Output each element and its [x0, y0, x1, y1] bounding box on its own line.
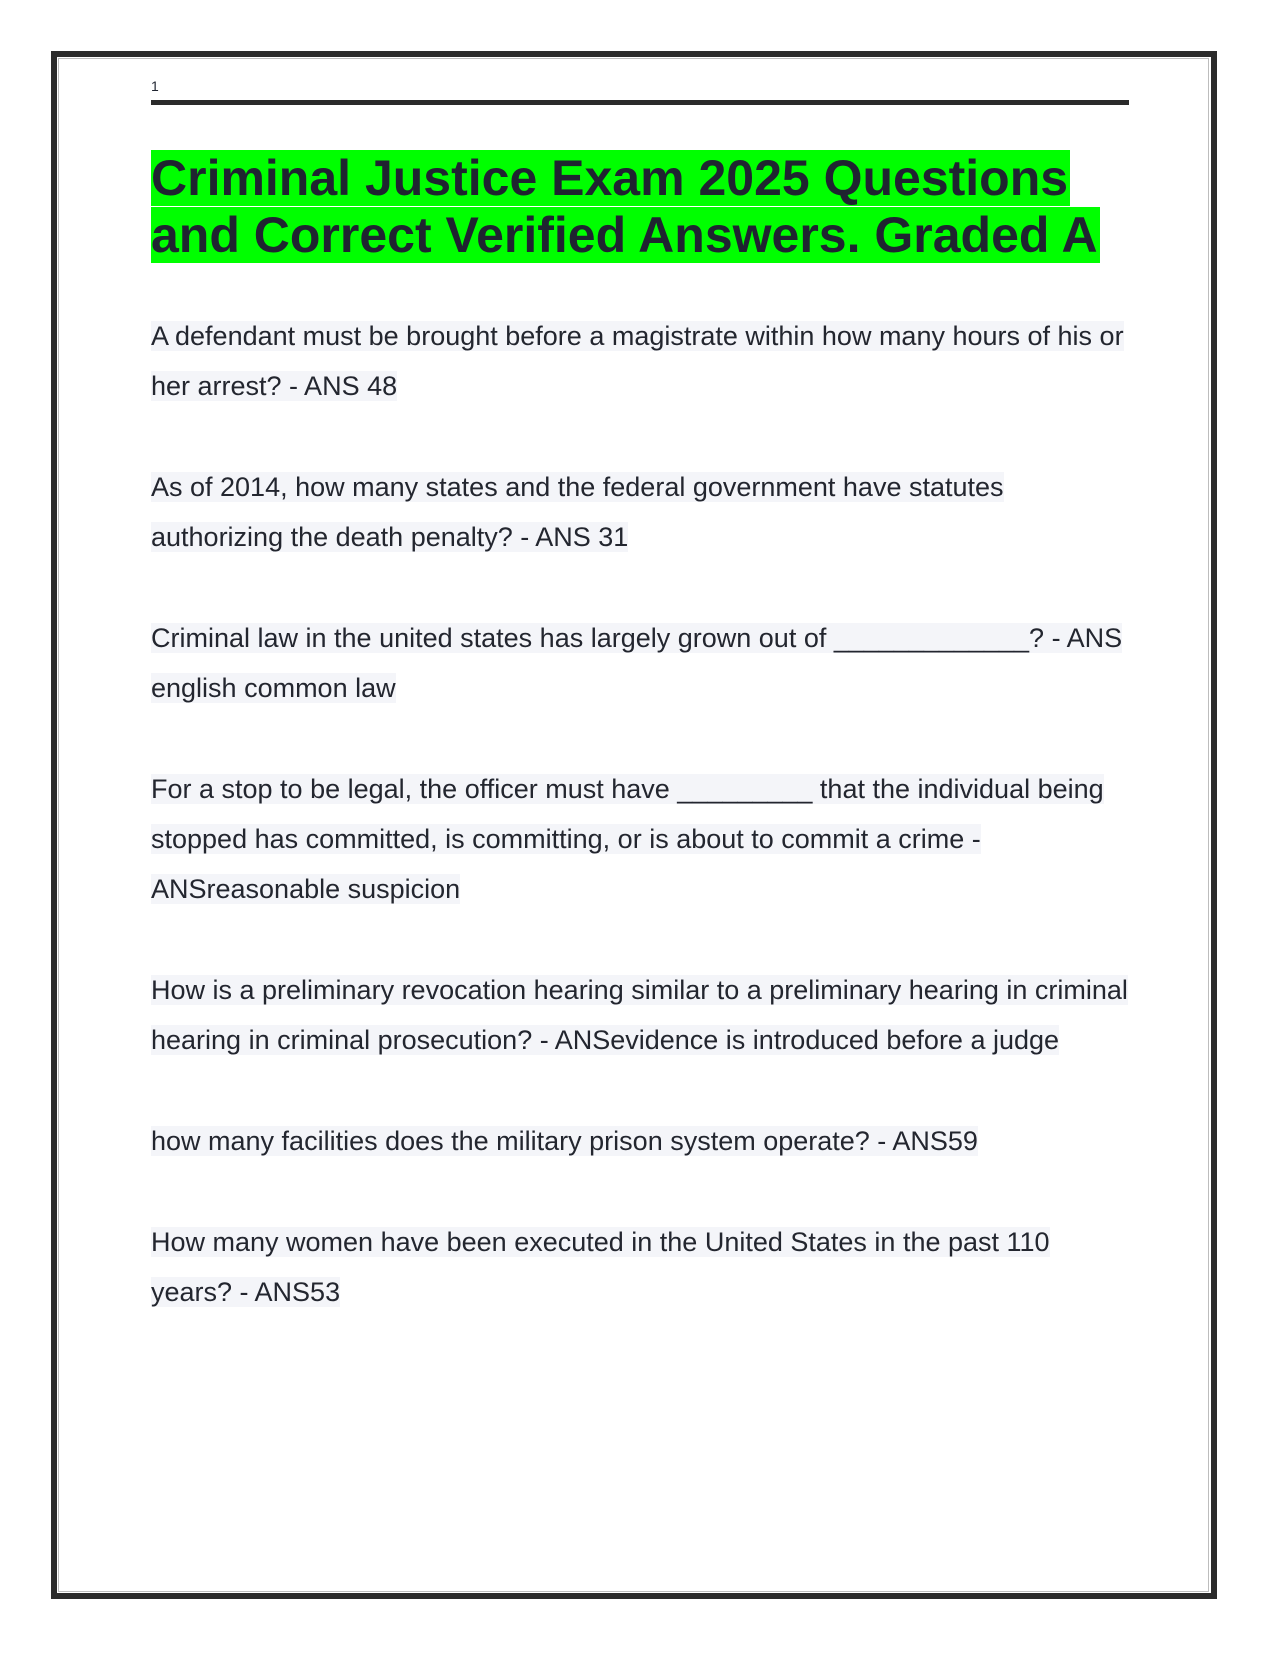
qa-item-text: A defendant must be brought before a magistrate within how many hours of his or her arrest? - ANS 48: [151, 321, 1124, 401]
qa-item: [151, 613, 1135, 713]
qa-item-text: how many facilities does the military prison system operate? - ANS59: [151, 1126, 978, 1156]
document-title-text: Criminal Justice Exam 2025 Questions and Correct Verified Answers. Graded A: [151, 150, 1098, 263]
qa-item: [151, 764, 1135, 914]
qa-item-text: How is a preliminary revocation hearing similar to a preliminary hearing in criminal hearing in criminal prosecution? - ANSevidence is introduced before a judge: [151, 975, 1128, 1055]
header-rule: [151, 100, 1129, 105]
qa-item-text: Criminal law in the united states has largely grown out of _____________? - ANS english common law: [151, 623, 1123, 703]
qa-item: [151, 1217, 1135, 1317]
qa-item: [151, 462, 1135, 562]
qa-item-text: How many women have been executed in the United States in the past 110 years? - ANS53: [151, 1227, 1050, 1307]
qa-item: [151, 1116, 1135, 1166]
qa-item-text: As of 2014, how many states and the federal government have statutes authorizing the death penalty? - ANS 31: [151, 472, 1004, 552]
page-number: 1: [151, 78, 159, 94]
qa-list: [151, 311, 1135, 1368]
document-title: [151, 150, 1131, 264]
qa-item: [151, 311, 1135, 411]
qa-item: [151, 965, 1135, 1065]
qa-item-text: For a stop to be legal, the officer must have _________ that the individual being stopped has committed, is committing, or is about to commit a crime - ANSreasonable suspicion: [151, 774, 1104, 904]
